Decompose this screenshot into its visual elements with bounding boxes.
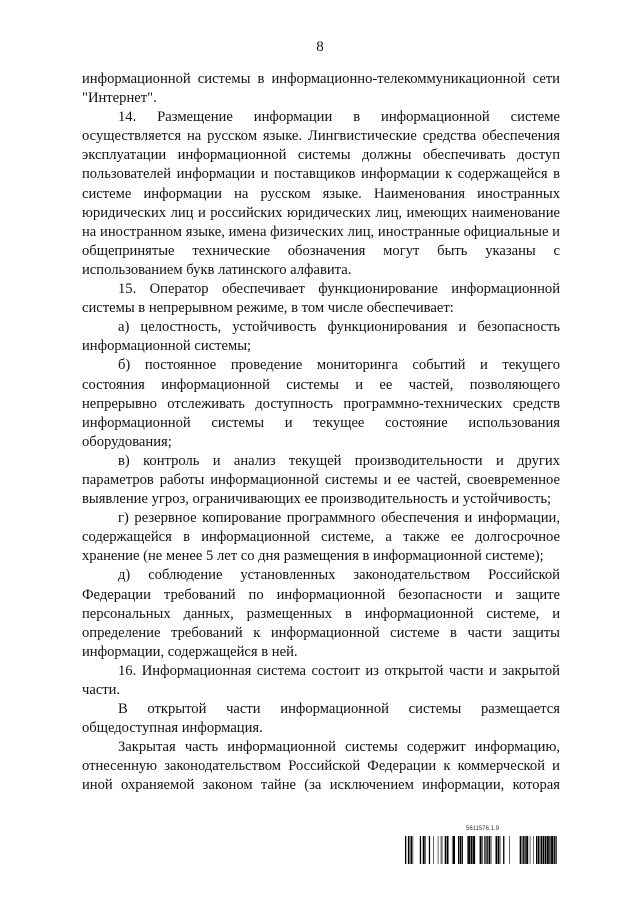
paragraph-continuation: информационной системы в информационно-телекоммуникационной сети "Интернет". [82, 71, 560, 107]
barcode-icon [405, 836, 559, 864]
paragraph-closed-part: Закрытая часть информационной системы содержит информацию, отнесенную законодательством Российской Федерации к коммерческой и иной охраняемой законом тайне (за исключением информации, которая [82, 739, 560, 794]
document-body [82, 70, 560, 796]
paragraph-16: 16. Информационная система состоит из открытой части и закрытой части. [82, 662, 560, 698]
paragraph-15: 15. Оператор обеспечивает функционирование информационной системы в непрерывном режиме, в том числе обеспечивает: [82, 281, 560, 317]
paragraph-15-d: д) соблюдение установленных законодательством Российской Федерации требований по информационной безопасности и защите персональных данных, размещенных в информационной системе, и определение требований к информационной системе в части защиты информации, содержащейся в ней. [82, 567, 560, 660]
paragraph-15-g: г) резервное копирование программного обеспечения и информации, содержащейся в информационной системе, а также ее долгосрочное хранение (не менее 5 лет со дня размещения в информационной системе); [82, 510, 560, 565]
document-stamp: 5611576.1.9 [466, 826, 499, 832]
page-number: 8 [316, 39, 324, 55]
paragraph-15-v: в) контроль и анализ текущей производительности и других параметров работы информационной системы и ее частей, своевременное выявление угроз, ограничивающих ее производительность и устойчивость; [82, 452, 560, 508]
paragraph-14: 14. Размещение информации в информационной системе осуществляется на русском языке. Лингвистические средства обеспечения эксплуатации информационной системы должны обеспечивать доступ пользователей информации и поставщиков информации к содержащейся в системе информации на русском языке. Наименования иностранных юридических лиц и российских юридических лиц, имеющих наименование на иностранном языке, имена физических лиц, иностранные официальные и общепринятые технические обозначения могут быть указаны с использованием букв латинского алфавита. [82, 109, 560, 278]
paragraph-15-a: а) целостность, устойчивость функционирования и безопасность информационной системы; [82, 319, 560, 355]
paragraph-15-b: б) постоянное проведение мониторинга событий и текущего состояния информационной системы и ее частей, позволяющего непрерывно отслеживать доступность программно-технических средств информационной системы и текущее состояние использования оборудования; [82, 357, 560, 450]
paragraph-open-part: В открытой части информационной системы размещается общедоступная информация. [82, 701, 560, 737]
